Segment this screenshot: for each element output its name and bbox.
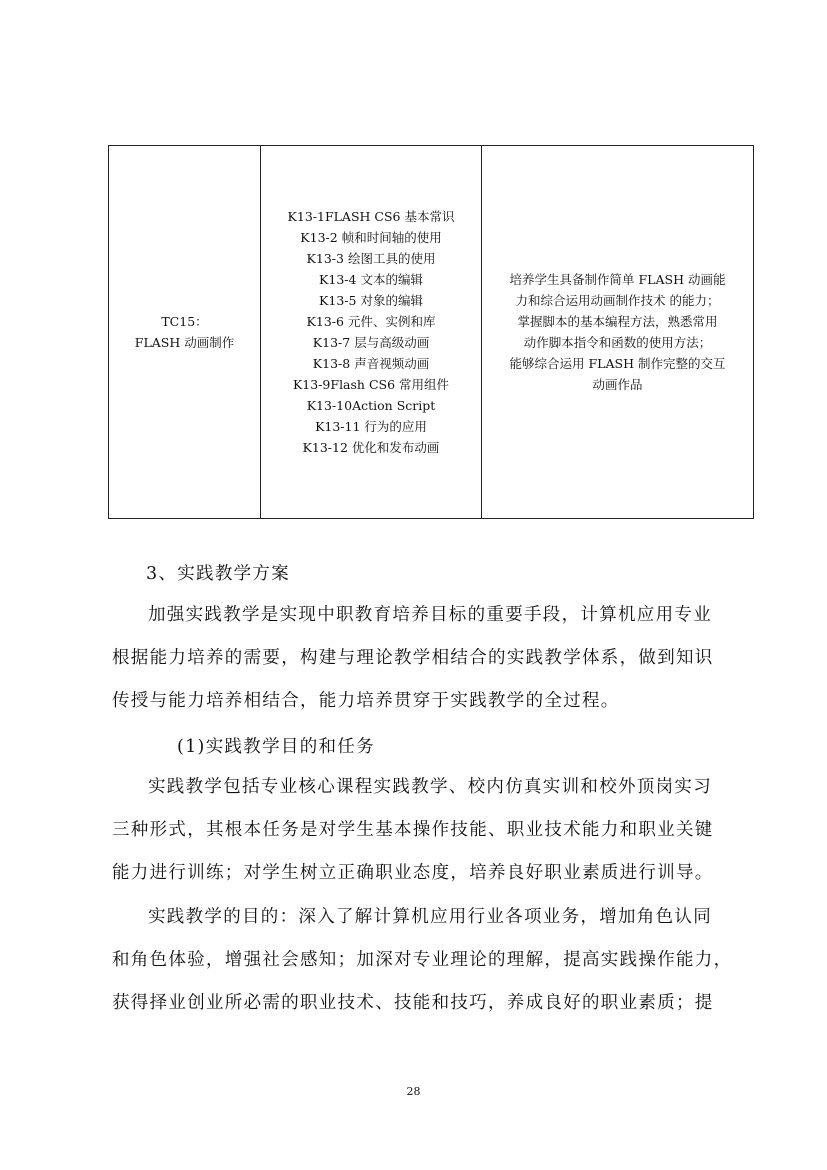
knowledge-point: K13-4 文本的编辑 [319, 272, 423, 287]
knowledge-point: K13-9Flash CS6 常用组件 [292, 377, 450, 392]
knowledge-point: K13-2 帧和时间轴的使用 [300, 230, 442, 245]
course-name: FLASH 动画制作 [134, 335, 235, 350]
paragraph-line: 能力进行训练；对学生树立正确职业态度，培养良好职业素质进行训导。 [112, 863, 714, 883]
knowledge-point: K13-1FLASH CS6 基本常识 [287, 209, 455, 224]
course-name-cell [109, 146, 261, 519]
table-row [109, 146, 754, 519]
objective-line: 培养学生具备制作简单 FLASH 动画能 [509, 272, 726, 287]
knowledge-point: K13-7 层与高级动画 [312, 335, 430, 350]
paragraph-line: 实践教学包括专业核心课程实践教学、校内仿真实训和校外顶岗实习 [148, 777, 712, 797]
course-code: TC15： [161, 314, 208, 329]
paragraph-line: 和角色体验，增强社会感知；加深对专业理论的理解，提高实践操作能力， [112, 950, 733, 970]
knowledge-point: K13-10Action Script [306, 398, 436, 413]
knowledge-point: K13-12 优化和发布动画 [302, 440, 440, 455]
objective-line: 动作脚本指令和函数的使用方法； [523, 335, 712, 350]
paragraph-line: 加强实践教学是实现中职教育培养目标的重要手段，计算机应用专业 [148, 605, 712, 625]
objective-line: 动画作品 [592, 377, 643, 392]
page-number: 28 [406, 1085, 421, 1098]
knowledge-point: K13-3 绘图工具的使用 [306, 251, 436, 266]
knowledge-point: K13-11 行为的应用 [315, 419, 427, 434]
paragraph-line: 传授与能力培养相结合，能力培养贯穿于实践教学的全过程。 [112, 691, 620, 711]
paragraph-line: 根据能力培养的需要，构建与理论教学相结合的实践教学体系，做到知识 [112, 648, 714, 668]
paragraph-line: 实践教学的目的：深入了解计算机应用行业各项业务，增加角色认同 [148, 907, 712, 927]
paragraph-line: 获得择业创业所必需的职业技术、技能和技巧，养成良好的职业素质；提 [112, 993, 714, 1013]
sub-heading: (1)实践教学目的和任务 [177, 737, 375, 757]
knowledge-point: K13-6 元件、实例和库 [306, 314, 436, 329]
paragraph-line: 三种形式，其根本任务是对学生基本操作技能、职业技术能力和职业关键 [112, 820, 714, 840]
objective-line: 掌握脚本的基本编程方法，熟悉常用 [517, 314, 718, 329]
objective-line: 能够综合运用 FLASH 制作完整的交互 [509, 356, 726, 371]
knowledge-points-cell [261, 146, 482, 519]
section-heading: 3、实践教学方案 [146, 564, 291, 584]
objective-line: 力和综合运用动画制作技术 的能力； [515, 293, 720, 308]
knowledge-point: K13-5 对象的编辑 [319, 293, 423, 308]
knowledge-point: K13-8 声音视频动画 [312, 356, 430, 371]
objectives-cell [482, 146, 754, 519]
course-table [108, 145, 754, 519]
